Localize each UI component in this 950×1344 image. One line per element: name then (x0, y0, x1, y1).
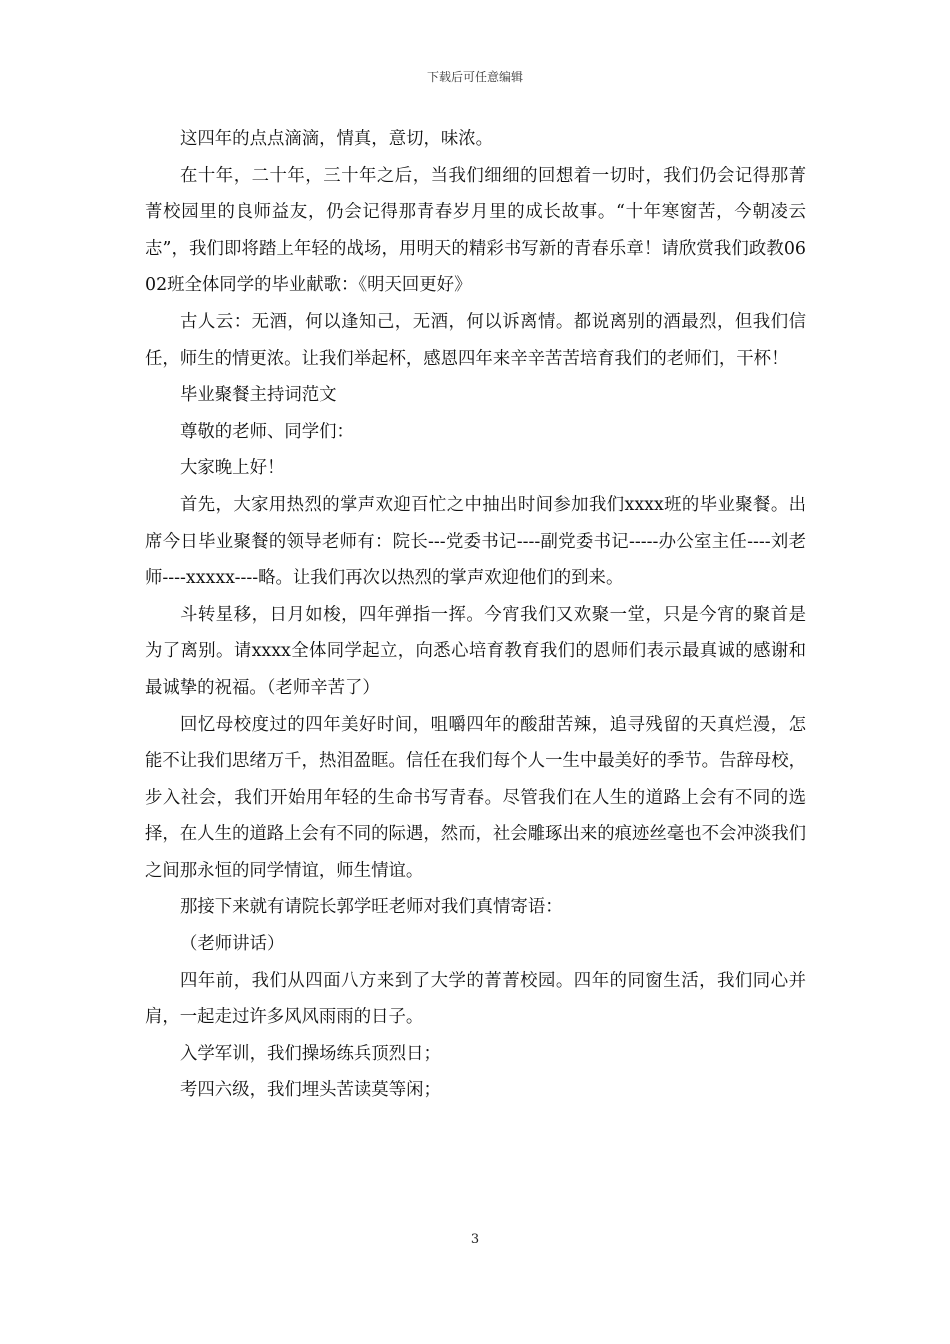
greeting: 大家晚上好！ (180, 458, 285, 479)
paragraph: 回忆母校度过的四年美好时间，咀嚼四年的酸甜苦辣，追寻残留的天真烂漫，怎能不让我们思绪万千，热泪盈眶。信任在我们每个人一生中最美好的季节。告辞母校，步入社会，我们开始用年轻的生命书写青春。尽管我们在人生的道路上会有不同的选择，在人生的道路上会有不同的际遇，然而，社会雕琢出来的痕迹丝毫也不会冲淡我们之间那永恒的同学情谊，师生情谊。 (145, 714, 806, 881)
page-header: 下载后可任意编辑 (426, 70, 523, 84)
paragraph: 入学军训，我们操场练兵顶烈日； (180, 1043, 441, 1064)
paragraph: 在十年，二十年，三十年之后，当我们细细的回想着一切时，我们仍会记得那菁菁校园里的良师益友，仍会记得那青春岁月里的成长故事。“十年寒窗苦，今朝凌云志”，我们即将踏上年轻的战场，用明天的精彩书写新的青春乐章！请欣赏我们政教0602班全体同学的毕业献歌：《明天回更好》 (145, 165, 806, 296)
paragraph: 古人云：无酒，何以逢知己，无酒，何以诉离情。都说离别的酒最烈，但我们信任，师生的情更浓。让我们举起杯，感恩四年来辛辛苦苦培育我们的老师们，干杯！ (145, 311, 806, 369)
section-title: 毕业聚餐主持词范文 (180, 385, 337, 406)
paragraph: 考四六级，我们埋头苦读莫等闲； (180, 1080, 441, 1101)
paragraph: 四年前，我们从四面八方来到了大学的菁菁校园。四年的同窗生活，我们同心并肩，一起走过许多风风雨雨的日子。 (145, 970, 806, 1028)
page-number: 3 (470, 1232, 480, 1247)
document-body (145, 121, 806, 1109)
paragraph: 这四年的点点滴滴，情真，意切，味浓。 (180, 129, 494, 149)
paragraph: 那接下来就有请院长郭学旺老师对我们真情寄语： (180, 897, 563, 918)
salutation: 尊敬的老师、同学们： (180, 421, 354, 442)
paragraph: 斗转星移，日月如梭，四年弹指一挥。今宵我们又欢聚一堂，只是今宵的聚首是为了离别。请xxxx全体同学起立，向悉心培育教育我们的恩师们表示最真诚的感谢和最诚挚的祝福。（老师辛苦了） (145, 604, 806, 698)
stage-note: （老师讲话） (180, 934, 285, 955)
paragraph: 首先，大家用热烈的掌声欢迎百忙之中抽出时间参加我们xxxx班的毕业聚餐。出席今日毕业聚餐的领导老师有：院长---党委书记----副党委书记-----办公室主任----刘老师----xxxxx----略。让我们再次以热烈的掌声欢迎他们的到来。 (145, 494, 806, 589)
